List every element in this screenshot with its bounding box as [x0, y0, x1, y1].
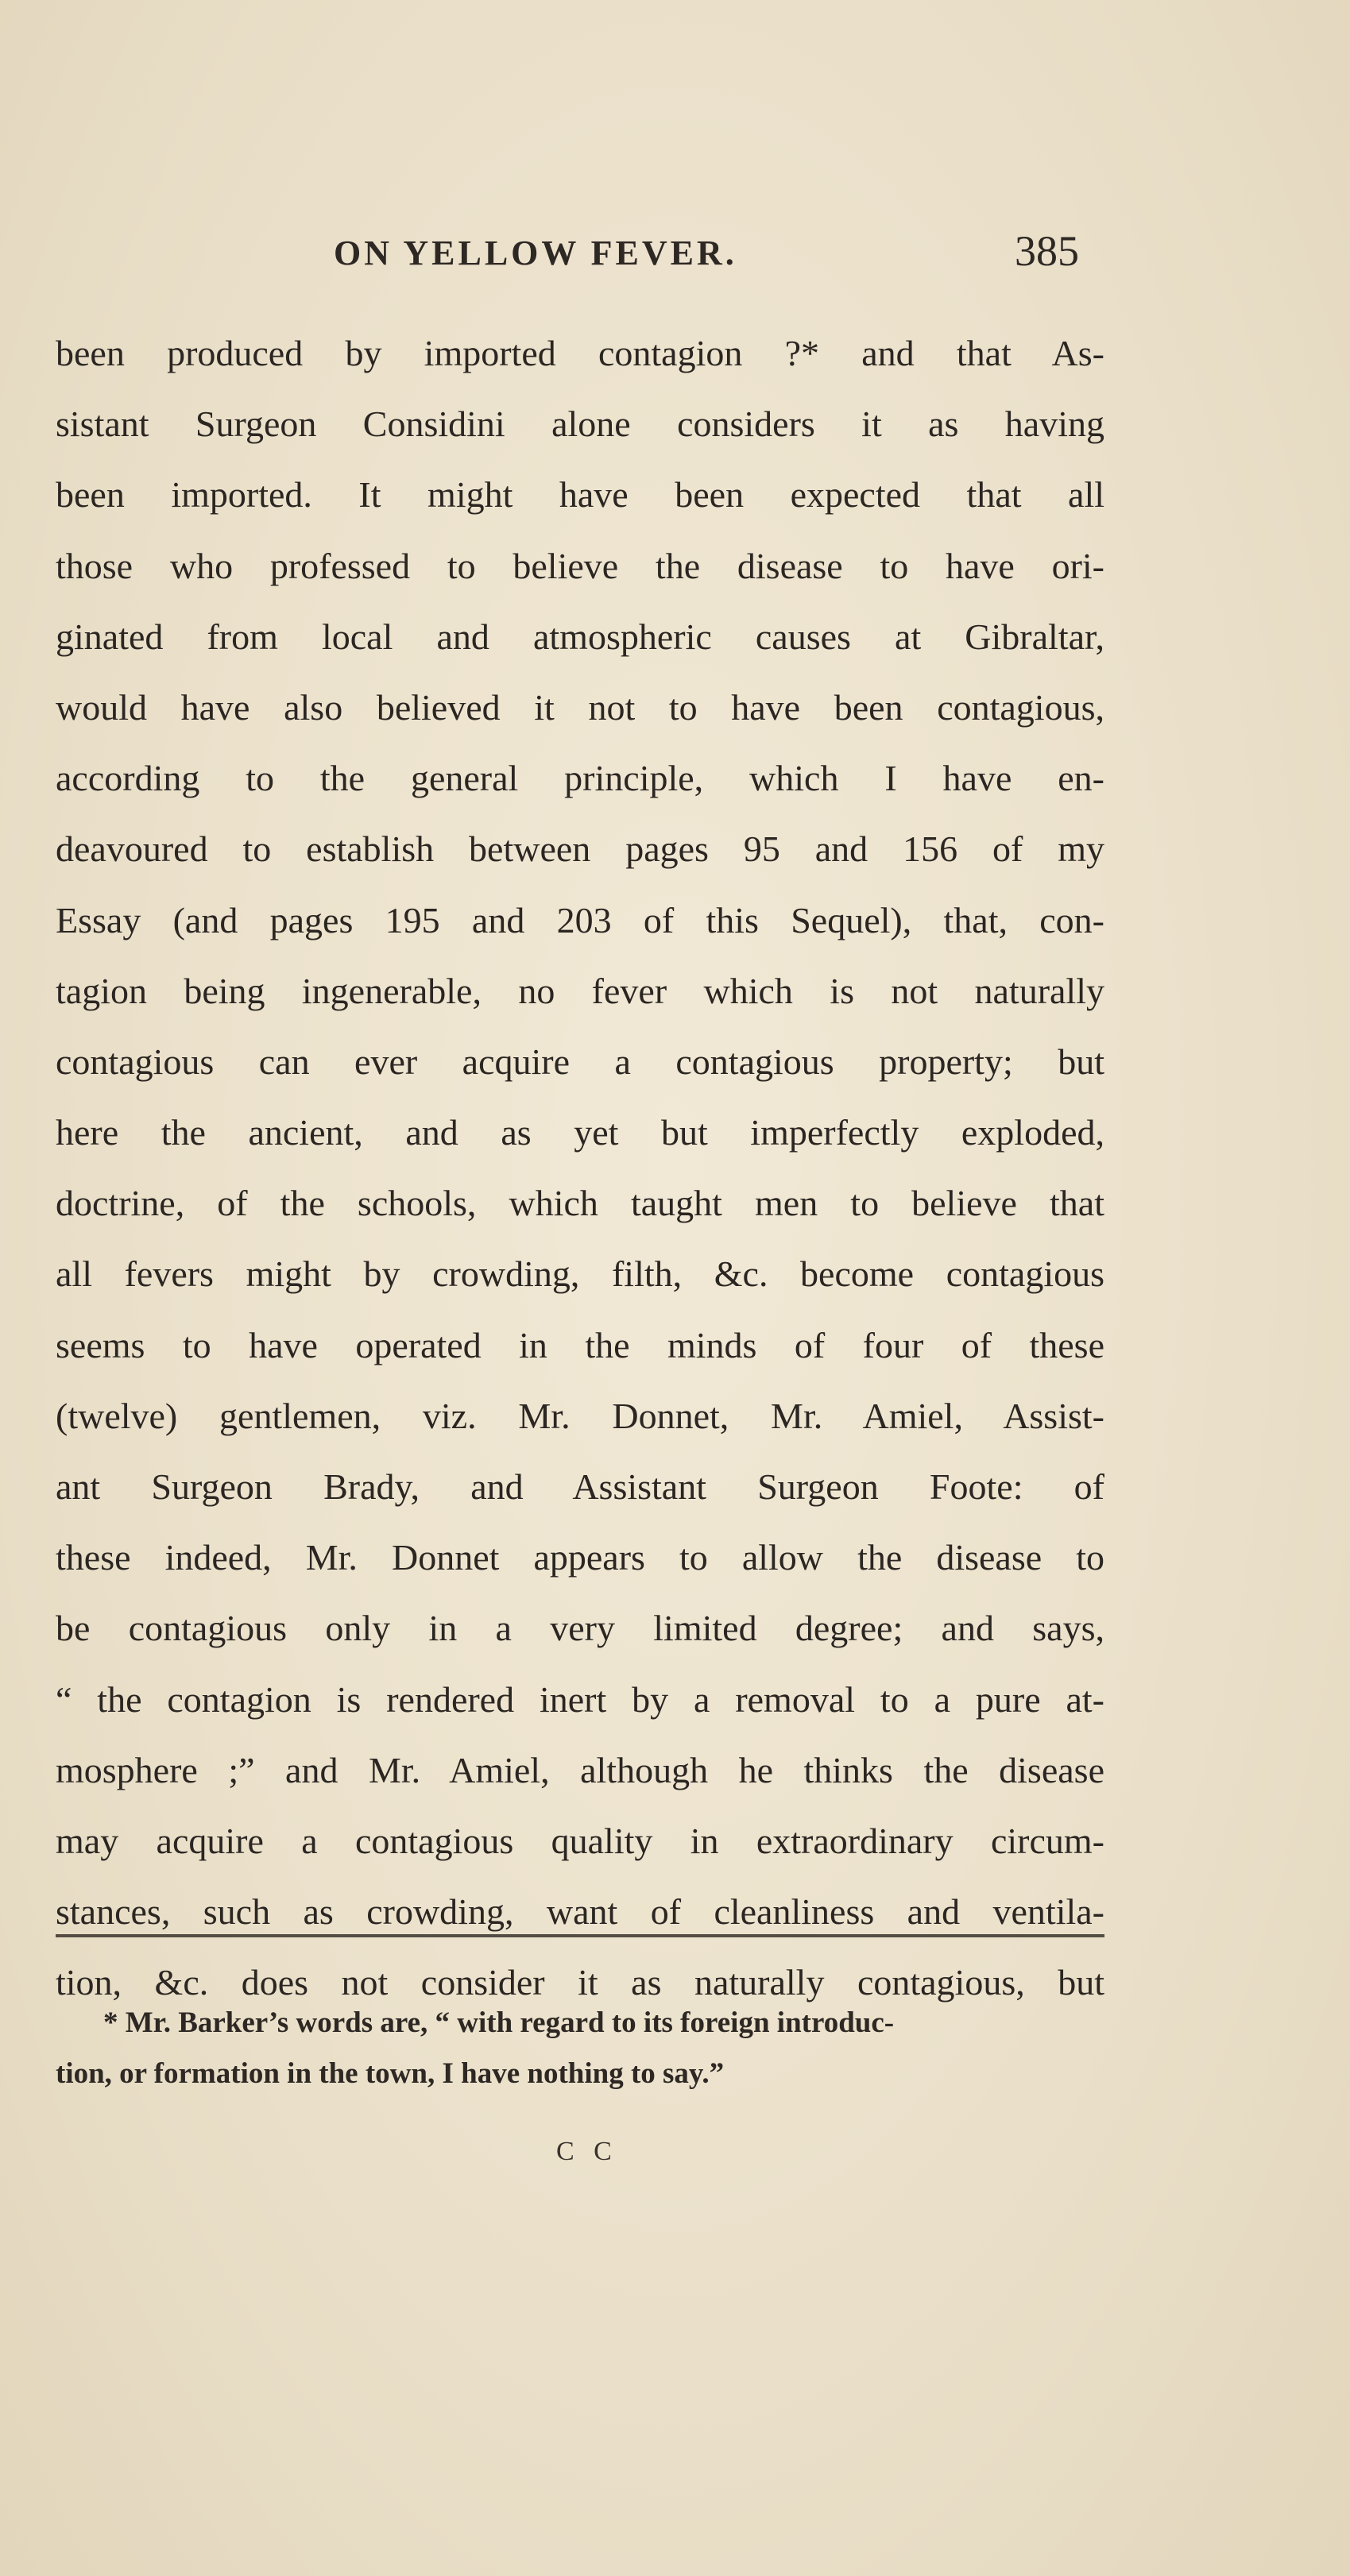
footnote-line: tion, or formation in the town, I have nothing to say.”: [56, 2057, 725, 2090]
body-line: been produced by imported contagion ?* and that As-: [56, 333, 1104, 373]
body-line: according to the general principle, which I have en-: [56, 758, 1104, 799]
body-line: those who professed to believe the disease to have ori-: [56, 545, 1104, 586]
signature-mark: C C: [556, 2137, 618, 2166]
body-line: tion, &c. does not consider it as naturally contagious, but: [56, 1962, 1104, 2003]
page-header: [0, 226, 1350, 290]
body-line: sistant Surgeon Considini alone considers it as having: [56, 404, 1104, 445]
body-line: here the ancient, and as yet but imperfectly exploded,: [56, 1112, 1104, 1153]
body-line: mosphere ;” and Mr. Amiel, although he thinks the disease: [56, 1749, 1104, 1790]
body-text: [56, 318, 1104, 2018]
body-line: stances, such as crowding, want of cleanliness and ventila-: [56, 1891, 1104, 1933]
body-line: contagious can ever acquire a contagious property; but: [56, 1041, 1104, 1082]
footnote-divider: [56, 1934, 1104, 1937]
body-line: these indeed, Mr. Donnet appears to allow the disease to: [56, 1537, 1104, 1578]
footnote: [56, 1998, 1104, 2099]
body-line: would have also believed it not to have been contagious,: [56, 686, 1104, 728]
body-line: Essay (and pages 195 and 203 of this Sequel), that, con-: [56, 899, 1104, 940]
body-line: deavoured to establish between pages 95 and 156 of my: [56, 828, 1104, 870]
page-number: 385: [1015, 227, 1079, 275]
body-line: all fevers might by crowding, filth, &c. become contagious: [56, 1253, 1104, 1295]
footnote-line: * Mr. Barker’s words are, “ with regard to its foreign introduc-: [103, 2006, 895, 2039]
body-line: ant Surgeon Brady, and Assistant Surgeon Foote: of: [56, 1466, 1104, 1507]
body-line: tagion being ingenerable, no fever which is not naturally: [56, 970, 1104, 1011]
body-line: doctrine, of the schools, which taught men to believe that: [56, 1183, 1104, 1224]
body-line: (twelve) gentlemen, viz. Mr. Donnet, Mr. Amiel, Assist-: [56, 1395, 1104, 1436]
body-line: may acquire a contagious quality in extraordinary circum-: [56, 1820, 1104, 1861]
body-line: seems to have operated in the minds of four of these: [56, 1324, 1104, 1365]
body-line: “ the contagion is rendered inert by a removal to a pure at-: [56, 1678, 1104, 1720]
body-line: ginated from local and atmospheric causes at Gibraltar,: [56, 616, 1104, 657]
running-title: ON YELLOW FEVER.: [334, 234, 737, 272]
body-line: be contagious only in a very limited degree; and says,: [56, 1608, 1104, 1649]
body-line: been imported. It might have been expected that all: [56, 474, 1104, 516]
